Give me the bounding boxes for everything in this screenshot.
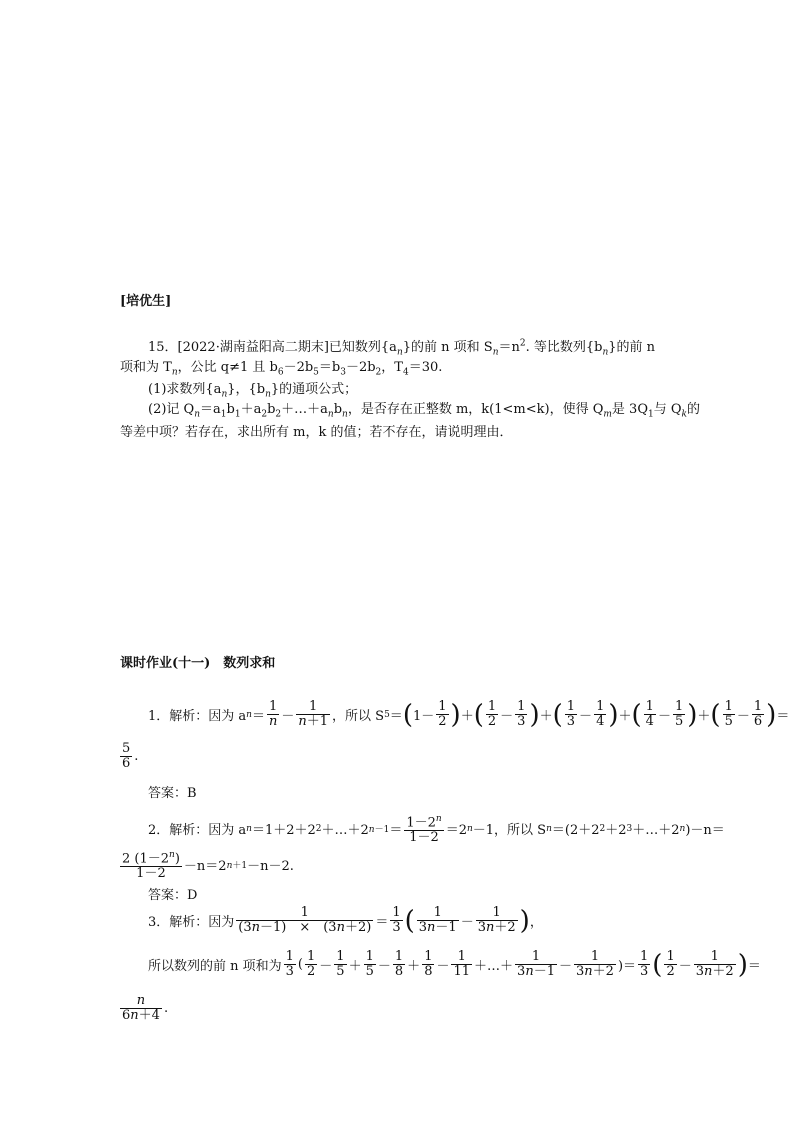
problem-15-q2: (2)记 $Q_n=a_1b_1+a_2b_2+\dots+a_nb_n$，是否存在正整数 m，k(1<m<k)，使得 $Q_m$是 $3Q_1$与 $Q_k$的	[148, 402, 700, 420]
problem-15-line1: 15．[2022·湖南益阳高二期末]已知数列$\{a_n\}$的前 n 项和 $S_n=n^2$. 等比数列$\{b_n\}$的前 n	[148, 338, 656, 358]
problem-15-q2-line2: 等差中项？若存在，求出所有 m，k 的值；若不存在，请说明理由．	[120, 425, 513, 440]
answer-3-line3: $\frac{n}{6n+4}$ .	[122, 993, 169, 1023]
answer-1-line1: 1．解析：因为 a n ＝ $\frac{1}{n}$ － $\frac{1}{n+1}$ ，所以 S 5 ＝ ( 1－ $\frac{1}{2}$ ) ＋ ( $\frac{1}{2}$ － $\frac{1}{3}$ ) ＋ ( $\frac{1}{3}$ － $\frac{1}{4}$ ) ＋ ( $\frac{1}{4}$ － $\frac{1}{5}$ ) ＋ ( $\frac{1}{5}$ － $\frac{1}{6}$ ) ＝	[148, 699, 790, 730]
answer-2-choice: 答案：D	[148, 888, 198, 903]
answer-3-line1: 3．解析：因为 $\frac{1}{(3n-1) \times (3n+2)}$ ＝ $\frac{1}{3}$ ( $\frac{1}{3n-1}$ － $\frac{1}{3n+2}$ ) ，	[148, 905, 543, 936]
answer-2-line2: $\frac{2 (1-2^n)}{1-2}$ －n＝2 n＋1 －n－2.	[122, 850, 294, 882]
answer-3-line2: 所以数列的前 n 项和为 $\frac{1}{3}$ ( $\frac{1}{2}$ － $\frac{1}{5}$ ＋ $\frac{1}{5}$ － $\frac{1}{8}$ ＋ $\frac{1}{8}$ － $\frac{1}{11}$ ＋…＋ $\frac{1}{3n-1}$ － $\frac{1}{3n+2}$ )＝ $\frac{1}{3}$ ( $\frac{1}{2}$ － $\frac{1}{3n+2}$ ) ＝	[148, 949, 761, 980]
answer-2-line1: 2．解析：因为 a n ＝1＋2＋2 2 ＋…＋2 n－1 ＝ $\frac{1-2^n}{1-2}$ ＝2 n －1，所以 S n ＝(2＋2 2 ＋2 3 ＋…＋2 n )－n＝	[148, 814, 725, 846]
section-heading-peiyousheng: [培优生]	[120, 294, 172, 309]
section-heading-homework: 课时作业(十一) 数列求和	[120, 656, 276, 671]
problem-15-q1: (1)求数列$\{a_n\}$，$\{b_n\}$的通项公式；	[148, 382, 358, 400]
problem-15-line2: 项和为 $T_n$，公比 q≠1 且 $b_6-2b_5=b_3-2b_2$，$T_4=30$.	[120, 360, 443, 378]
answer-1-choice: 答案：B	[148, 786, 197, 801]
answer-1-line2: $\frac{5}{6}$ .	[122, 741, 139, 771]
